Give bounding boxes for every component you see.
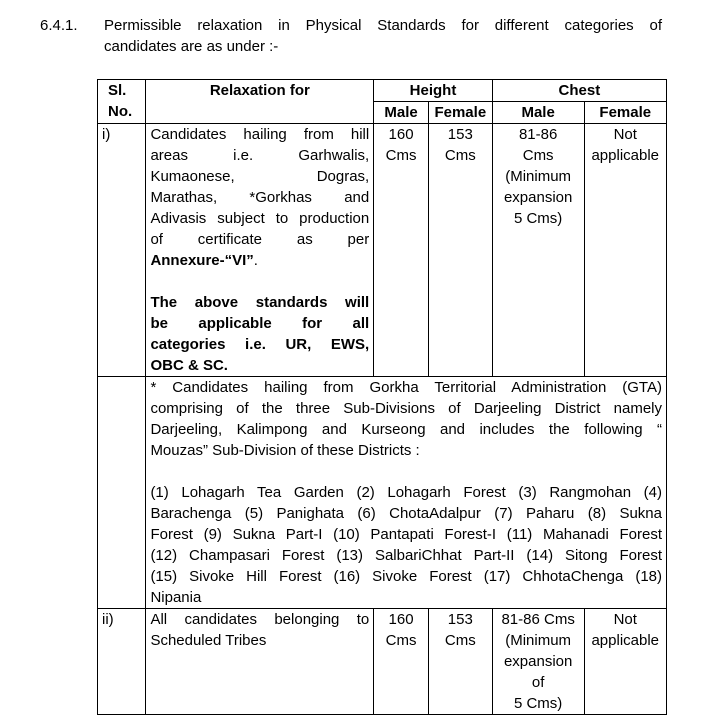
value-line: applicable — [591, 632, 660, 649]
header-relaxation-for: Relaxation for — [146, 80, 374, 124]
header-text: Sl. — [108, 82, 127, 99]
section-number: 6.4.1. — [40, 17, 78, 34]
note-line: Forest (9) Sukna Part-I (10) Pantapati Forest-I (11) Mahanadi Forest — [150, 526, 662, 543]
text-line: All candidates belonging to — [150, 611, 370, 628]
value-line: Cms — [385, 632, 417, 649]
value-line: 81-86 — [518, 126, 558, 143]
cell-height-female — [428, 124, 492, 377]
table-header-row — [98, 80, 667, 102]
value-line: expansion of — [503, 653, 573, 691]
value-line: Cms — [444, 632, 476, 649]
value-line: expansion — [503, 189, 573, 206]
value-line: 5 Cms) — [513, 695, 563, 712]
note-line: (1) Lohagarh Tea Garden (2) Lohagarh Forest (3) Rangmohan (4) — [150, 484, 662, 501]
annexure-suffix: . — [253, 252, 258, 269]
spacer — [150, 461, 662, 482]
value-line: Cms — [385, 147, 417, 164]
note-line: OBC & SC. — [150, 357, 228, 374]
text-line: Candidates hailing from hill — [150, 126, 370, 143]
cell-chest-female — [584, 609, 666, 715]
note-line: Darjeeling, Kalimpong and Kurseong and includes the following “ — [150, 421, 662, 438]
value-line: 153 — [447, 611, 473, 628]
cell-sl: ii) — [98, 609, 146, 715]
cell-sl — [98, 377, 146, 609]
note-line: (15) Sivoke Hill Forest (16) Sivoke Forest (17) ChhotaChenga (18) — [150, 568, 662, 585]
value-line: 160 — [388, 126, 414, 143]
text-line: of certificate as per — [150, 231, 370, 248]
value-line: applicable — [591, 147, 660, 164]
note-line: Barachenga (5) Panighata (6) ChotaAdalpur (7) Paharu (8) Sukna — [150, 505, 662, 522]
cell-height-male — [374, 609, 429, 715]
cell-height-female — [428, 609, 492, 715]
section-title — [104, 15, 662, 57]
cell-height-male — [374, 124, 429, 377]
cell-gorkha-note — [146, 377, 667, 609]
spacer — [150, 271, 369, 292]
note-line: * Candidates hailing from Gorkha Territorial Administration (GTA) — [150, 379, 662, 396]
note-line: comprising of the three Sub-Divisions of Darjeeling District namely — [150, 400, 662, 417]
header-chest-male: Male — [492, 102, 584, 124]
value-line: Cms — [522, 147, 554, 164]
value-line: Cms — [444, 147, 476, 164]
value-line: 5 Cms) — [513, 210, 563, 227]
note-line: categories i.e. UR, EWS, — [150, 336, 370, 353]
note-line: be applicable for all — [150, 315, 370, 332]
value-line: 81-86 Cms — [501, 611, 575, 628]
text-line: Marathas, *Gorkhas and — [150, 189, 370, 206]
value-line: (Minimum — [505, 168, 572, 185]
cell-sl: i) — [98, 124, 146, 377]
header-chest-female: Female — [584, 102, 666, 124]
value-line: (Minimum — [505, 632, 572, 649]
text-line: Scheduled Tribes — [150, 632, 267, 649]
text-line: areas i.e. Garhwalis, — [150, 147, 370, 164]
header-text: No. — [108, 103, 133, 120]
cell-chest-male — [492, 124, 584, 377]
value-line: 153 — [447, 126, 473, 143]
section-title-line: Permissible relaxation in Physical Standards for different categories of — [104, 17, 662, 34]
annexure-reference: Annexure-“VI” — [150, 252, 254, 269]
header-height-male: Male — [374, 102, 429, 124]
note-line: Mouzas” Sub-Division of these Districts : — [150, 442, 420, 459]
header-height: Height — [374, 80, 493, 102]
table-row — [98, 377, 667, 609]
table-row — [98, 609, 667, 715]
text-line: Adivasis subject to production — [150, 210, 370, 227]
value-line: 160 — [388, 611, 414, 628]
note-line: (12) Champasari Forest (13) SalbariChhat Part-II (14) Sitong Forest — [150, 547, 662, 564]
note-line: Nipania — [150, 589, 202, 606]
text-line: Kumaonese, Dogras, — [150, 168, 370, 185]
cell-relaxation — [146, 609, 374, 715]
cell-relaxation — [146, 124, 374, 377]
header-height-female: Female — [428, 102, 492, 124]
cell-chest-male — [492, 609, 584, 715]
section-title-line: candidates are as under :- — [104, 38, 279, 55]
annexure-line — [150, 250, 369, 271]
table-row — [98, 124, 667, 377]
value-line: Not — [613, 126, 637, 143]
relaxation-table — [97, 79, 667, 715]
header-chest: Chest — [492, 80, 666, 102]
cell-chest-female — [584, 124, 666, 377]
header-sl-no — [98, 80, 146, 124]
value-line: Not — [613, 611, 637, 628]
note-line: The above standards will — [150, 294, 370, 311]
